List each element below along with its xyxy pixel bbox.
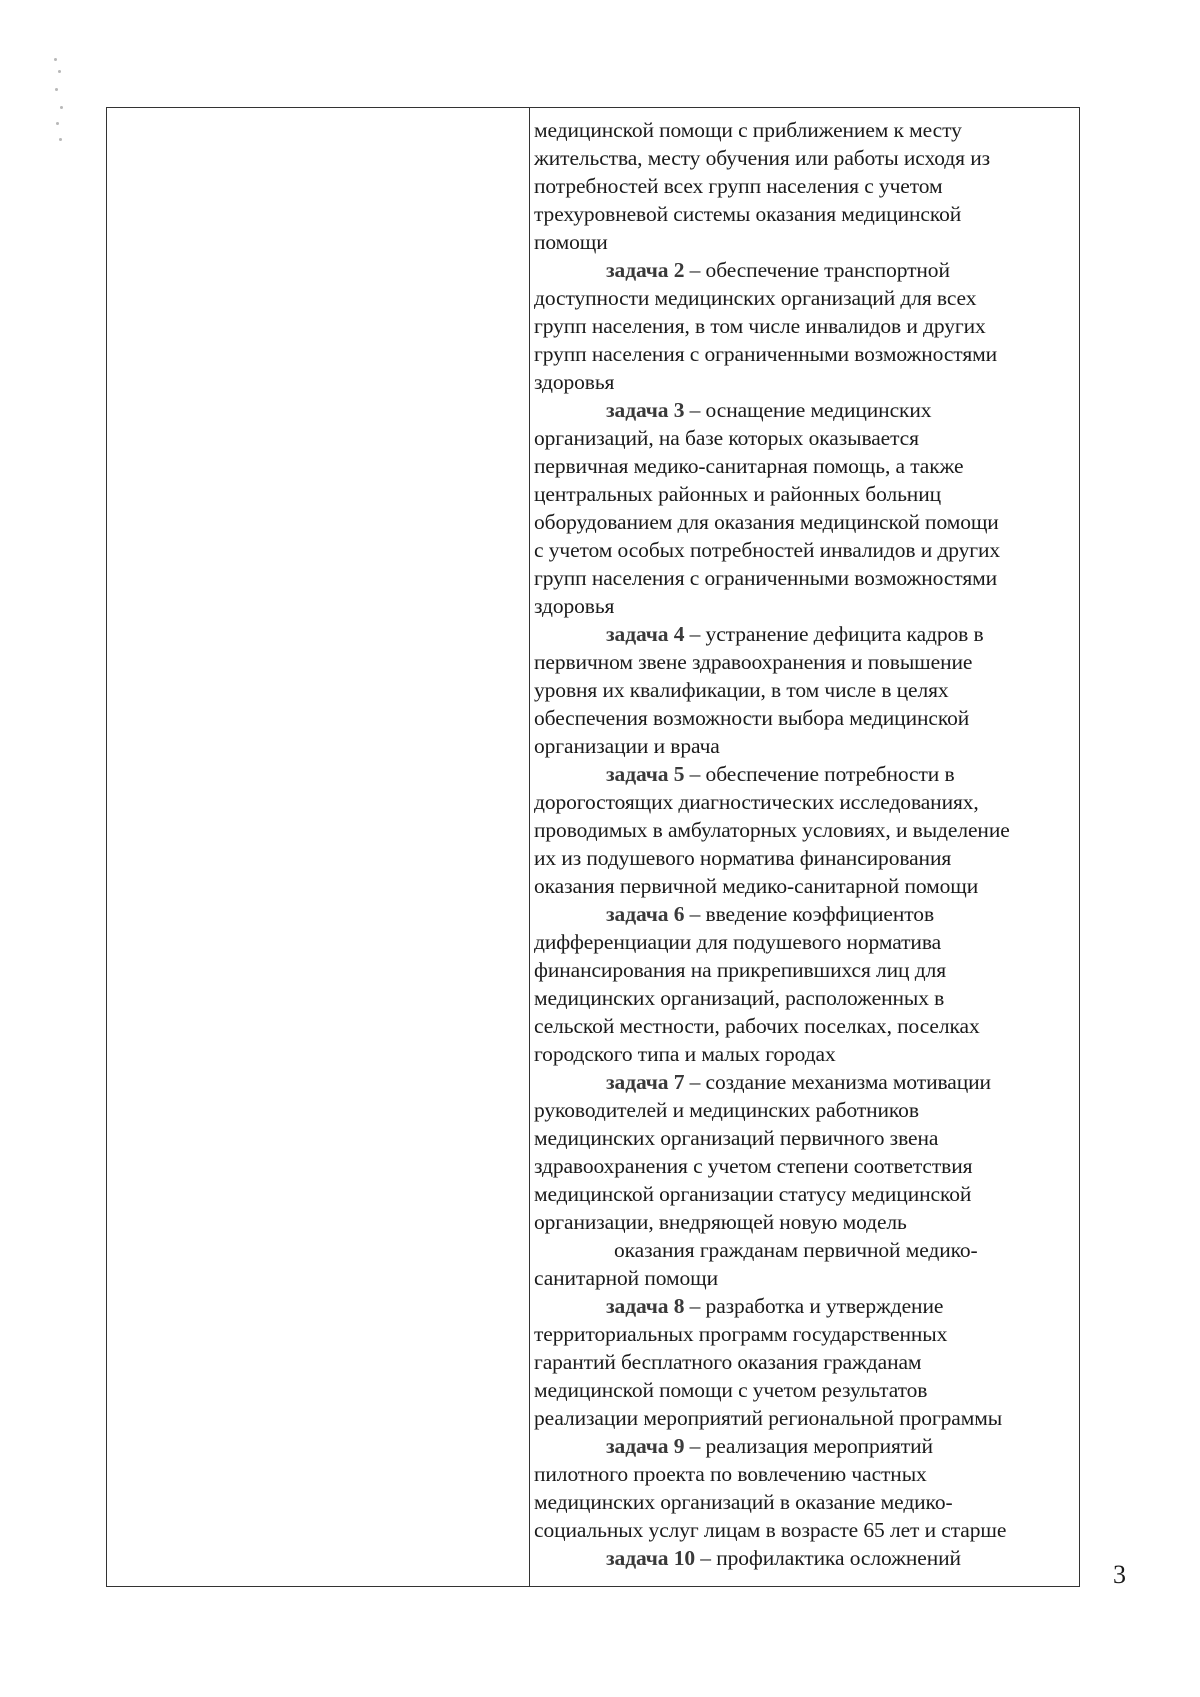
text-line [534, 228, 1073, 256]
line-text: – оснащение медицинских [684, 398, 932, 422]
task-label: задача 6 [606, 902, 685, 926]
task-label: задача 10 [606, 1546, 696, 1570]
line-text: их из подушевого норматива финансирования [534, 846, 952, 870]
line-text: городского типа и малых городах [534, 1042, 836, 1066]
text-line [534, 844, 1073, 872]
line-text: – разработка и утверждение [684, 1294, 944, 1318]
line-text: оборудованием для оказания медицинской помощи [534, 510, 999, 534]
line-text: – устранение дефицита кадров в [684, 622, 984, 646]
line-text: пилотного проекта по вовлечению частных [534, 1462, 927, 1486]
task-heading-line [534, 256, 1073, 284]
text-line [534, 1320, 1073, 1348]
line-text: здоровья [534, 370, 615, 394]
text-line [534, 1208, 1073, 1236]
line-text: оказания первичной медико-санитарной помощи [534, 874, 979, 898]
text-line [534, 592, 1073, 620]
line-text: медицинских организаций в оказание медико- [534, 1490, 953, 1514]
document-table [106, 107, 1080, 1587]
text-line [534, 1488, 1073, 1516]
task-label: задача 9 [606, 1434, 685, 1458]
line-text: организации, внедряющей новую модель [534, 1210, 907, 1234]
text-line [534, 956, 1073, 984]
line-text: жительства, месту обучения или работы исходя из [534, 146, 991, 170]
text-line [534, 340, 1073, 368]
line-text: с учетом особых потребностей инвалидов и других [534, 538, 1001, 562]
text-line [534, 648, 1073, 676]
line-text: здоровья [534, 594, 615, 618]
line-text: финансирования на прикрепившихся лиц для [534, 958, 946, 982]
text-line [534, 1348, 1073, 1376]
line-text: оказания гражданам первичной медико- [614, 1238, 978, 1262]
line-text: организации и врача [534, 734, 720, 758]
line-text: гарантий бесплатного оказания гражданам [534, 1350, 922, 1374]
line-text: – обеспечение потребности в [684, 762, 955, 786]
text-line [534, 424, 1073, 452]
text-line [534, 676, 1073, 704]
text-line [534, 1460, 1073, 1488]
text-line [534, 144, 1073, 172]
line-text: – реализация мероприятий [684, 1434, 933, 1458]
task-heading-line [534, 900, 1073, 928]
text-line [534, 1236, 1073, 1264]
line-text: медицинских организаций, расположенных в [534, 986, 945, 1010]
text-line [534, 312, 1073, 340]
text-line [534, 480, 1073, 508]
text-line [534, 788, 1073, 816]
line-text: медицинской помощи с приближением к месту [534, 118, 962, 142]
text-line [534, 1152, 1073, 1180]
task-label: задача 2 [606, 258, 685, 282]
line-text: организаций, на базе которых оказывается [534, 426, 919, 450]
text-line [534, 368, 1073, 396]
text-line [534, 1124, 1073, 1152]
text-line [534, 1376, 1073, 1404]
text-line [534, 1040, 1073, 1068]
line-text: санитарной помощи [534, 1266, 719, 1290]
task-heading-line [534, 620, 1073, 648]
line-text: медицинской помощи с учетом результатов [534, 1378, 928, 1402]
line-text: сельской местности, рабочих поселках, поселках [534, 1014, 980, 1038]
line-text: дифференциации для подушевого норматива [534, 930, 942, 954]
line-text: помощи [534, 230, 608, 254]
line-text: – обеспечение транспортной [684, 258, 950, 282]
task-label: задача 8 [606, 1294, 685, 1318]
task-label: задача 5 [606, 762, 685, 786]
line-text: групп населения, в том числе инвалидов и других [534, 314, 986, 338]
text-line [534, 1404, 1073, 1432]
line-text: реализации мероприятий региональной программы [534, 1406, 1003, 1430]
line-text: групп населения с ограниченными возможностями [534, 566, 998, 590]
task-heading-line [534, 396, 1073, 424]
line-text: доступности медицинских организаций для всех [534, 286, 977, 310]
task-label: задача 4 [606, 622, 685, 646]
scan-artifact [52, 58, 66, 148]
text-line [534, 1012, 1073, 1040]
task-label: задача 3 [606, 398, 685, 422]
line-text: уровня их квалификации, в том числе в целях [534, 678, 949, 702]
text-line [534, 704, 1073, 732]
text-line [534, 1264, 1073, 1292]
text-line [534, 452, 1073, 480]
line-text: групп населения с ограниченными возможностями [534, 342, 998, 366]
line-text: социальных услуг лицам в возрасте 65 лет и старше [534, 1518, 1007, 1542]
line-text: здравоохранения с учетом степени соответствия [534, 1154, 973, 1178]
line-text: – профилактика осложнений [695, 1546, 961, 1570]
task-heading-line [534, 1544, 1073, 1572]
task-heading-line [534, 1432, 1073, 1460]
line-text: медицинской организации статусу медицинской [534, 1182, 972, 1206]
line-text: потребностей всех групп населения с учетом [534, 174, 943, 198]
line-text: территориальных программ государственных [534, 1322, 948, 1346]
text-line [534, 1096, 1073, 1124]
line-text: обеспечения возможности выбора медицинской [534, 706, 970, 730]
line-text: дорогостоящих диагностических исследованиях, [534, 790, 979, 814]
text-line [534, 536, 1073, 564]
text-line [534, 1180, 1073, 1208]
line-text: – создание механизма мотивации [684, 1070, 991, 1094]
text-line [534, 872, 1073, 900]
task-heading-line [534, 1068, 1073, 1096]
text-line [534, 508, 1073, 536]
text-line [534, 984, 1073, 1012]
text-line [534, 1516, 1073, 1544]
line-text: – введение коэффициентов [684, 902, 934, 926]
text-line [534, 928, 1073, 956]
tasks-cell [531, 108, 1079, 1586]
line-text: первичном звене здравоохранения и повышение [534, 650, 973, 674]
text-line [534, 200, 1073, 228]
text-line [534, 564, 1073, 592]
text-line [534, 172, 1073, 200]
task-label: задача 7 [606, 1070, 685, 1094]
line-text: проводимых в амбулаторных условиях, и выделение [534, 818, 1010, 842]
text-line [534, 732, 1073, 760]
text-line [534, 284, 1073, 312]
line-text: первичная медико-санитарная помощь, а также [534, 454, 964, 478]
line-text: центральных районных и районных больниц [534, 482, 942, 506]
line-text: трехуровневой системы оказания медицинской [534, 202, 962, 226]
line-text: руководителей и медицинских работников [534, 1098, 919, 1122]
task-heading-line [534, 760, 1073, 788]
column-divider [529, 108, 530, 1586]
text-line [534, 816, 1073, 844]
page-number: 3 [1113, 1560, 1126, 1589]
text-line [534, 116, 1073, 144]
task-heading-line [534, 1292, 1073, 1320]
line-text: медицинских организаций первичного звена [534, 1126, 939, 1150]
